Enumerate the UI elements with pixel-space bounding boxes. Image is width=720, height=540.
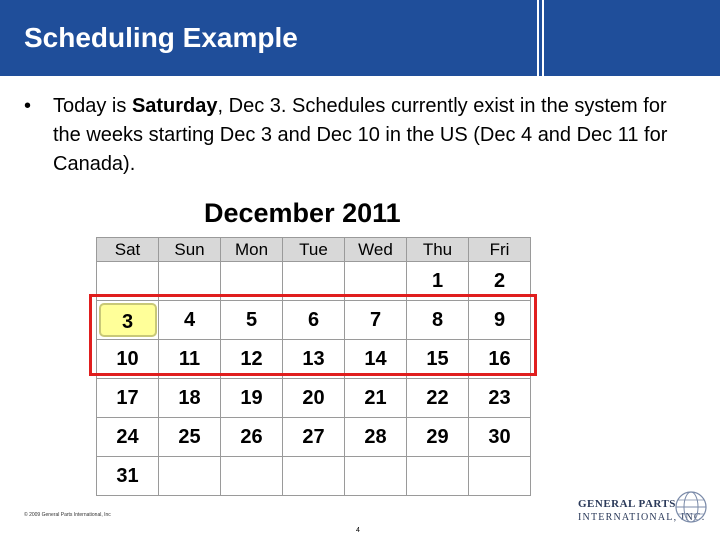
calendar-day: 25 <box>159 418 221 457</box>
day-header: Sun <box>159 238 221 262</box>
calendar-day: 19 <box>221 379 283 418</box>
calendar-day: 13 <box>283 340 345 379</box>
calendar-day: 5 <box>221 301 283 340</box>
day-header: Sat <box>97 238 159 262</box>
calendar-day: 10 <box>97 340 159 379</box>
calendar-day <box>469 457 531 496</box>
calendar-day: 4 <box>159 301 221 340</box>
day-header: Thu <box>407 238 469 262</box>
calendar-day: 22 <box>407 379 469 418</box>
calendar-day: 12 <box>221 340 283 379</box>
calendar-day <box>407 457 469 496</box>
calendar-header-row <box>97 238 531 262</box>
slide-title: Scheduling Example <box>24 22 298 53</box>
calendar-title: December 2011 <box>204 198 401 228</box>
calendar-day: 28 <box>345 418 407 457</box>
title-bar-strip <box>544 0 720 76</box>
calendar-day: 29 <box>407 418 469 457</box>
calendar-week-row <box>97 418 531 457</box>
today-highlight: 3 <box>99 303 157 337</box>
schedule-weeks-highlight <box>89 294 537 376</box>
bullet-rest: , Dec 3. Schedules currently exist in the system for the weeks starting Dec 3 and Dec 10 in the US (Dec 4 and Dec 11 for Canada). <box>53 95 668 175</box>
calendar-day <box>159 457 221 496</box>
calendar-day: 9 <box>469 301 531 340</box>
bullet-text <box>53 92 673 179</box>
calendar-week-row <box>97 457 531 496</box>
bullet-prefix: Today is <box>53 95 132 117</box>
bullet-dot: • <box>24 95 32 117</box>
calendar-day: 1 <box>407 262 469 301</box>
calendar-day: 17 <box>97 379 159 418</box>
calendar-day: 27 <box>283 418 345 457</box>
calendar-day <box>221 457 283 496</box>
calendar-day: 16 <box>469 340 531 379</box>
logo-text-line1: GENERAL PARTS <box>578 498 676 510</box>
logo-text-line2: INTERNATIONAL, INC. <box>578 512 706 523</box>
calendar-day: 24 <box>97 418 159 457</box>
calendar-day: 14 <box>345 340 407 379</box>
calendar-day: 6 <box>283 301 345 340</box>
bullet-bold: Saturday <box>131 95 218 117</box>
calendar-day: 8 <box>407 301 469 340</box>
calendar-day: 11 <box>159 340 221 379</box>
calendar-day <box>345 457 407 496</box>
calendar-day: 26 <box>221 418 283 457</box>
day-header: Fri <box>469 238 531 262</box>
calendar-day: 20 <box>283 379 345 418</box>
title-bar-strip <box>539 0 542 76</box>
day-header: Tue <box>283 238 345 262</box>
calendar-day: 2 <box>469 262 531 301</box>
globe-logo-icon <box>674 490 708 524</box>
calendar-day: 15 <box>407 340 469 379</box>
calendar-day: 31 <box>97 457 159 496</box>
footer-copyright: © 2009 General Parts International, Inc <box>24 512 111 518</box>
calendar-day: 30 <box>469 418 531 457</box>
calendar-week-row <box>97 379 531 418</box>
calendar-day: 7 <box>345 301 407 340</box>
calendar-day: 23 <box>469 379 531 418</box>
calendar-day <box>283 457 345 496</box>
day-header: Mon <box>221 238 283 262</box>
day-header: Wed <box>345 238 407 262</box>
calendar-day: 18 <box>159 379 221 418</box>
page-number: 4 <box>356 527 360 534</box>
calendar-day: 21 <box>345 379 407 418</box>
